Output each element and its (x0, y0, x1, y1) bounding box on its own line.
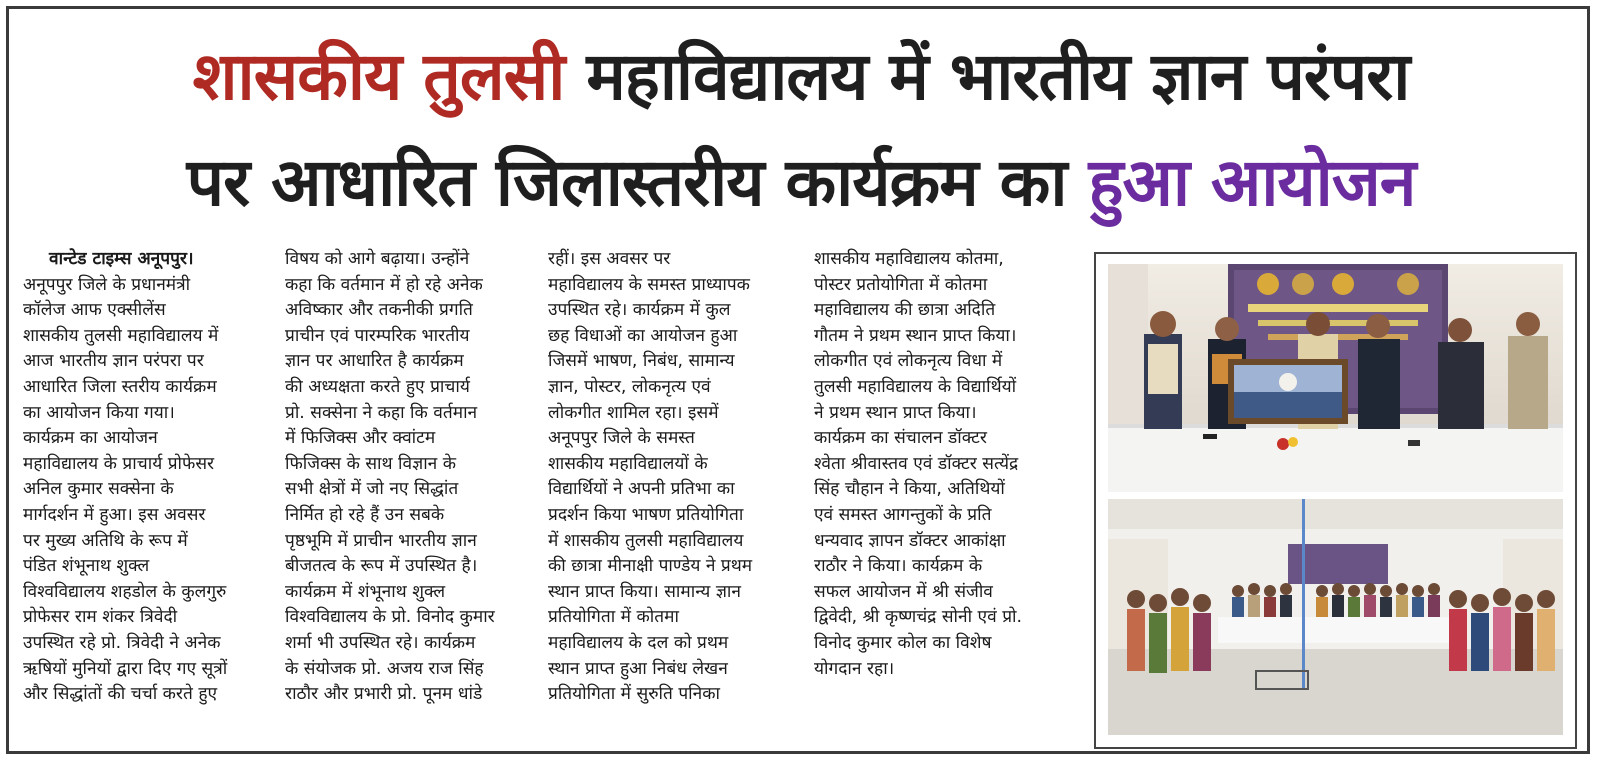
headline-text-2: पर आधारित जिलास्तरीय कार्यक्रम का (186, 144, 1067, 221)
text-line: महाविद्यालय के प्राचार्य प्रोफेसर (23, 453, 215, 474)
text-line: धन्यवाद ज्ञापन डॉक्टर आकांक्षा (814, 530, 1006, 551)
text-line: का आयोजन किया गया। (23, 402, 175, 423)
text-line: ऋषियों मुनियों द्वारा दिए गए सूत्रों (23, 658, 228, 679)
text-line: प्राचीन एवं पारम्परिक भारतीय (285, 325, 470, 346)
event-photo-group (1108, 499, 1563, 735)
headline-highlight-purple: हुआ आयोजन (1088, 144, 1416, 221)
text-line: राठौर ने किया। कार्यक्रम के (814, 556, 983, 577)
text-line: गौतम ने प्रथम स्थान प्राप्त किया। (814, 325, 1017, 346)
text-line: प्रतियोगिता में कोतमा (548, 607, 679, 628)
text-line: श्वेता श्रीवास्तव एवं डॉक्टर सत्येंद्र (814, 453, 1019, 474)
text-line: अनिल कुमार सक्सेना के (23, 479, 174, 500)
text-line: की छात्रा मीनाक्षी पाण्डेय ने प्रथम (548, 556, 753, 577)
article-column-2 (285, 247, 527, 708)
text-line: आधारित जिला स्तरीय कार्यक्रम (23, 376, 217, 397)
text-line: सभी क्षेत्रों में जो नए सिद्धांत (285, 479, 459, 500)
article-column-3 (548, 247, 790, 708)
text-line: प्रोफेसर राम शंकर त्रिवेदी (23, 607, 178, 628)
text-line: उपस्थित रहे प्रो. त्रिवेदी ने अनेक (23, 632, 221, 653)
text-line: पोस्टर प्रतोयोगिता में कोतमा (814, 274, 988, 295)
text-line: में शासकीय तुलसी महाविद्यालय (548, 530, 744, 551)
text-line: सफल आयोजन में श्री संजीव (814, 581, 993, 602)
text-line: छह विधाओं का आयोजन हुआ (548, 325, 738, 346)
text-line: शासकीय तुलसी महाविद्यालय में (23, 325, 219, 346)
text-line: ज्ञान, पोस्टर, लोकनृत्य एवं (548, 376, 711, 397)
text-line: विषय को आगे बढ़ाया। उन्होंने (285, 249, 470, 269)
text-line: स्थान प्राप्त किया। सामान्य ज्ञान (548, 581, 741, 602)
text-line: बीजतत्व के रूप में उपस्थित है। (285, 556, 478, 577)
text-line: शासकीय महाविद्यालय कोतमा, (814, 249, 1004, 269)
text-line: ने प्रथम स्थान प्राप्त किया। (814, 402, 977, 423)
text-line: जिसमें भाषण, निबंध, सामान्य (548, 351, 735, 372)
text-line: की अध्यक्षता करते हुए प्राचार्य (285, 376, 470, 397)
text-line: पंडित शंभूनाथ शुक्ल (23, 556, 150, 577)
text-line: महाविद्यालय के समस्त प्राध्यापक (548, 274, 750, 295)
headline-line-2 (9, 137, 1593, 229)
text-line: एवं समस्त आगन्तुकों के प्रति (814, 504, 992, 525)
dateline: वान्टेड टाइम्स अनूपपुर। (49, 249, 194, 269)
text-line: फिजिक्स के साथ विज्ञान के (285, 453, 457, 474)
text-line: लोकगीत एवं लोकनृत्य विधा में (814, 351, 1003, 372)
text-line: के संयोजक प्रो. अजय राज सिंह (285, 658, 484, 679)
text-line: प्रतियोगिता में सुरुति पनिका (548, 684, 720, 705)
text-line: अनूपपुर जिले के प्रधानमंत्री (23, 274, 191, 295)
text-line: निर्मित हो रहे हैं उन सबके (285, 504, 445, 525)
text-line: और सिद्धांतों की चर्चा करते हुए (23, 684, 218, 705)
text-line: योगदान रहा। (814, 658, 895, 679)
text-line: महाविद्यालय की छात्रा अदिति (814, 300, 996, 321)
text-line: विनोद कुमार कोल का विशेष (814, 632, 992, 653)
text-line: शर्मा भी उपस्थित रहे। कार्यक्रम (285, 632, 476, 653)
text-line: अनूपपुर जिले के समस्त (548, 428, 695, 449)
text-line: विश्वविद्यालय के प्रो. विनोद कुमार (285, 607, 495, 628)
text-line: कहा कि वर्तमान में हो रहे अनेक (285, 274, 483, 295)
text-line: पर मुख्य अतिथि के रूप में (23, 530, 188, 551)
text-line: सिंह चौहान ने किया, अतिथियों (814, 479, 1005, 500)
headline-line-1 (9, 31, 1593, 123)
text-line: कार्यक्रम में शंभूनाथ शुक्ल (285, 581, 446, 602)
text-line: ज्ञान पर आधारित है कार्यक्रम (285, 351, 464, 372)
text-line: अविष्कार और तकनीकी प्रगति (285, 300, 473, 321)
text-line: कार्यक्रम का आयोजन (23, 428, 158, 449)
event-photo-felicitation (1108, 264, 1563, 492)
article-column-4 (814, 247, 1060, 682)
photo-panel (1094, 252, 1577, 749)
text-line: कार्यक्रम का संचालन डॉक्टर (814, 428, 987, 449)
text-line: प्रदर्शन किया भाषण प्रतियोगिता (548, 504, 744, 525)
text-line: तुलसी महाविद्यालय के विद्यार्थियों (814, 376, 1017, 397)
group-illustration (1108, 499, 1563, 735)
text-line: राठौर और प्रभारी प्रो. पूनम धांडे (285, 684, 483, 705)
article-column-1 (23, 247, 265, 708)
text-line: लोकगीत शामिल रहा। इसमें (548, 402, 719, 423)
text-line: उपस्थित रहे। कार्यक्रम में कुल (548, 300, 731, 321)
text-line: में फिजिक्स और क्वांटम (285, 428, 436, 449)
text-line: मार्गदर्शन में हुआ। इस अवसर (23, 504, 206, 525)
newspaper-clipping (6, 6, 1590, 754)
text-line: विद्यार्थियों ने अपनी प्रतिभा का (548, 479, 735, 500)
text-line: रहीं। इस अवसर पर (548, 249, 671, 269)
headline-text-1: महाविद्यालय में भारतीय ज्ञान परंपरा (586, 38, 1410, 115)
text-line: पृष्ठभूमि में प्राचीन भारतीय ज्ञान (285, 530, 477, 551)
felicitation-illustration (1108, 264, 1563, 492)
text-line: द्विवेदी, श्री कृष्णचंद्र सोनी एवं प्रो. (814, 607, 1023, 628)
headline-highlight-red: शासकीय तुलसी (192, 38, 565, 115)
text-line: कॉलेज आफ एक्सीलेंस (23, 300, 166, 321)
text-line: शासकीय महाविद्यालयों के (548, 453, 708, 474)
text-line: महाविद्यालय के दल को प्रथम (548, 632, 729, 653)
text-line: प्रो. सक्सेना ने कहा कि वर्तमान (285, 402, 478, 423)
text-line: आज भारतीय ज्ञान परंपरा पर (23, 351, 204, 372)
text-line: विश्वविद्यालय शहडोल के कुलगुरु (23, 581, 227, 602)
text-line: स्थान प्राप्त हुआ निबंध लेखन (548, 658, 728, 679)
